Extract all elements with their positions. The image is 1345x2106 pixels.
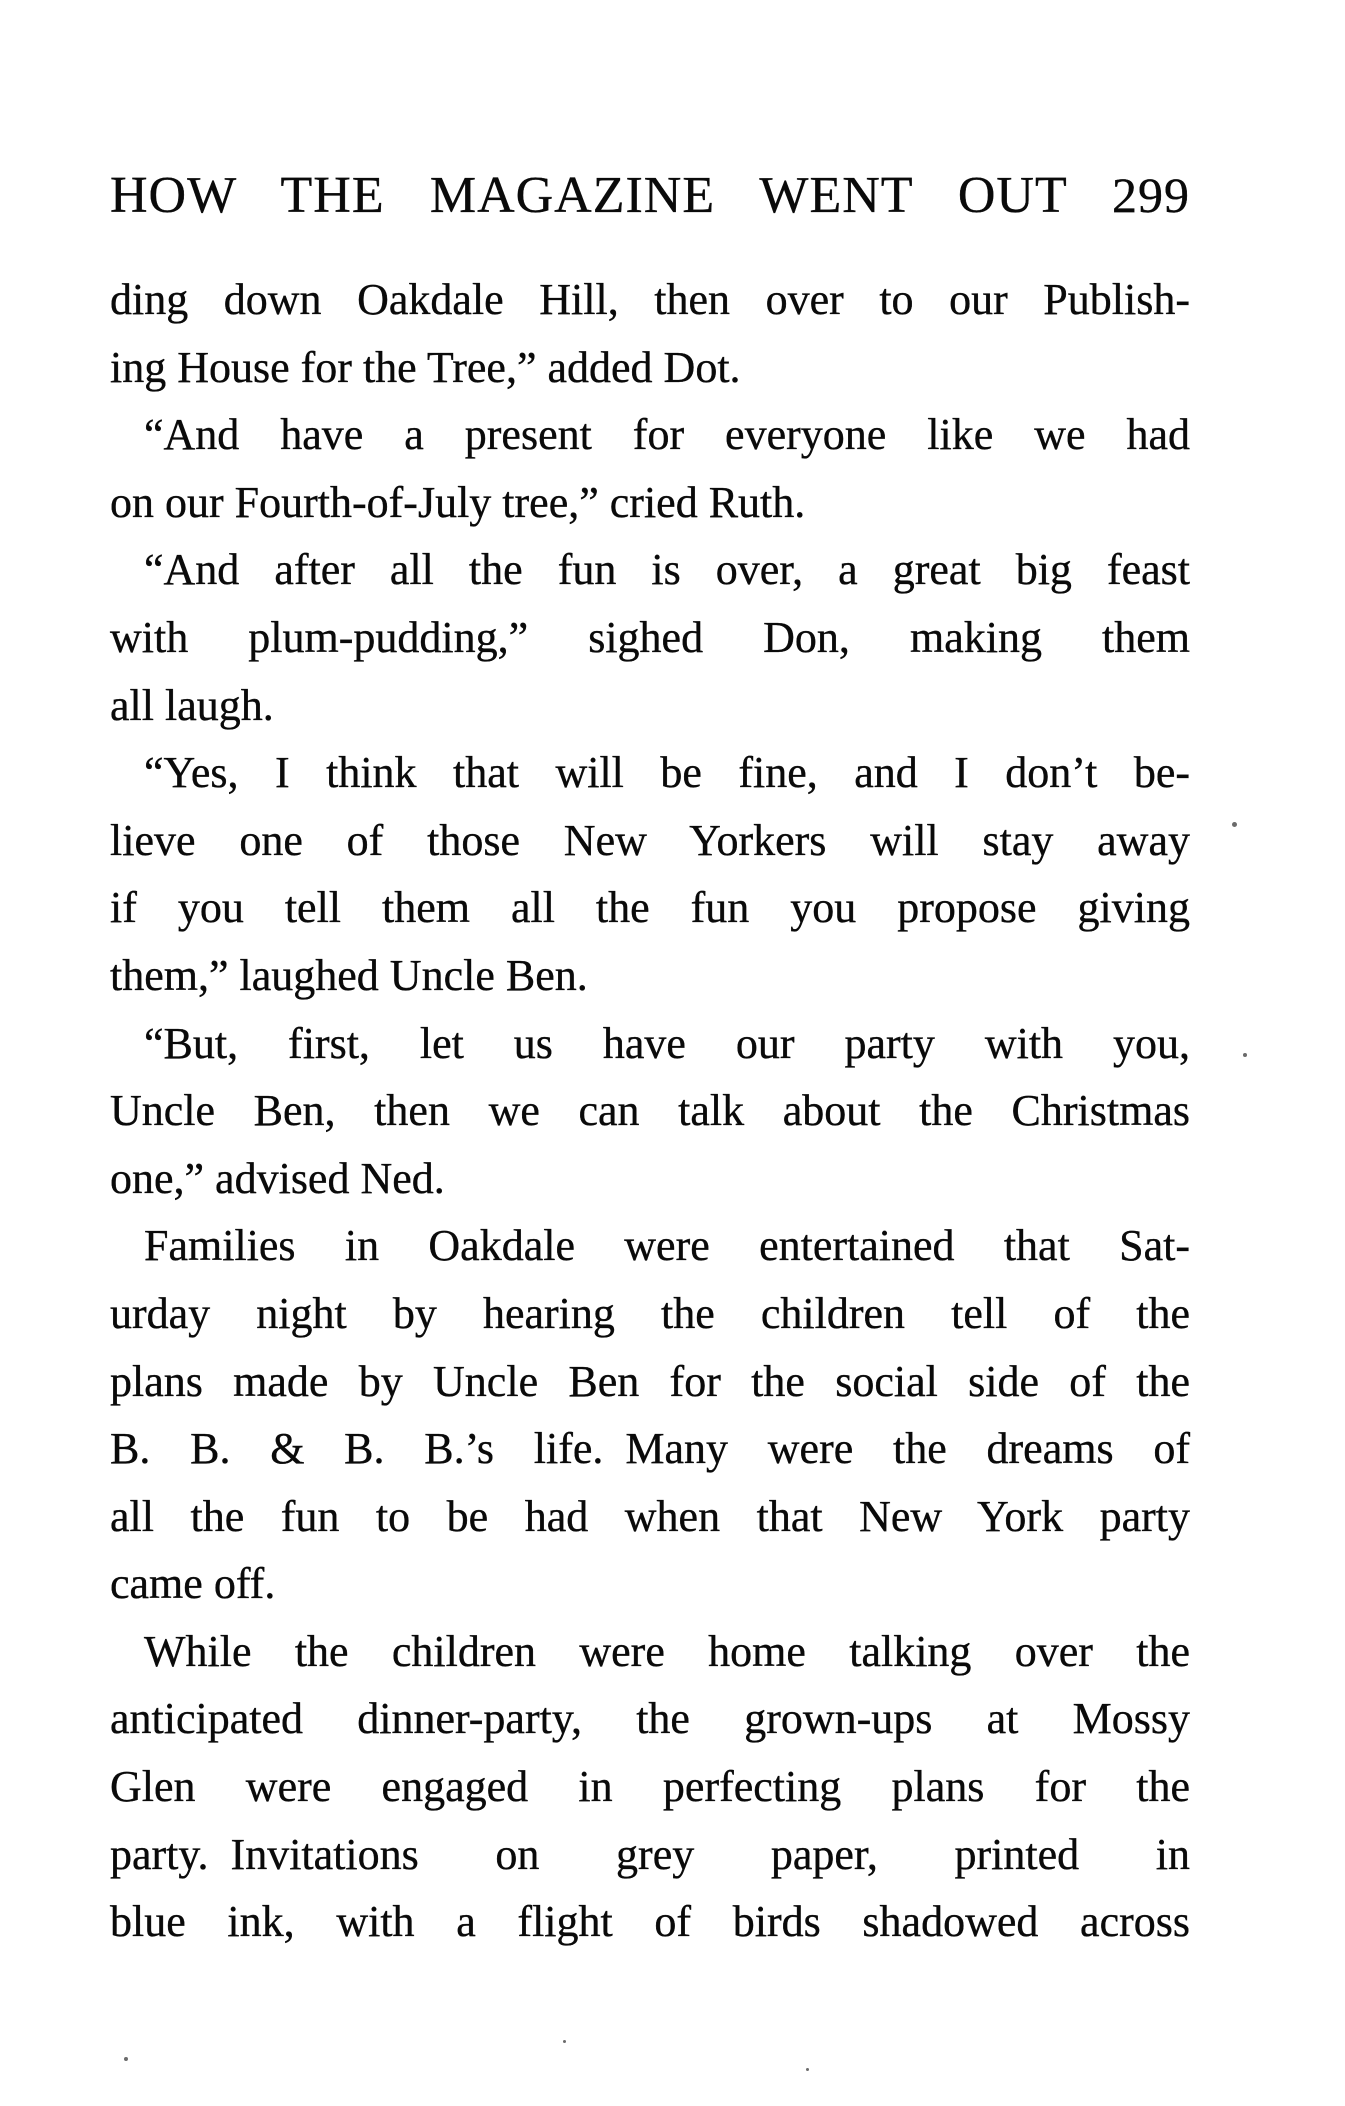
text-line: lieve one of those New Yorkers will stay away — [110, 815, 1190, 865]
text-line: plans made by Uncle Ben for the social side of the — [110, 1356, 1190, 1406]
text-line: Glen were engaged in perfecting plans for the — [110, 1762, 1190, 1812]
text-line: blue ink, with a flight of birds shadowed across — [110, 1897, 1190, 1947]
text-line: Uncle Ben, then we can talk about the Christmas — [110, 1086, 1190, 1136]
text-line: party. Invitations on grey paper, printed in — [110, 1829, 1190, 1879]
text-line: if you tell them all the fun you propose giving — [110, 883, 1190, 933]
text-line: all the fun to be had when that New York party — [110, 1491, 1190, 1541]
text-line: one,” advised Ned. — [110, 1153, 445, 1203]
scan-speck — [1232, 822, 1237, 827]
scan-speck — [124, 2057, 128, 2061]
text-line: on our Fourth-of-July tree,” cried Ruth. — [110, 477, 806, 527]
scan-speck — [563, 2040, 566, 2043]
scan-speck — [1243, 1053, 1247, 1057]
text-line: ding down Oakdale Hill, then over to our Publish- — [110, 275, 1190, 324]
text-line: anticipated dinner-party, the grown-ups at Mossy — [110, 1694, 1190, 1744]
text-line: “But, first, let us have our party with you, — [144, 1018, 1190, 1068]
text-line: While the children were home talking over the — [144, 1626, 1190, 1676]
text-line: urday night by hearing the children tell of the — [110, 1288, 1190, 1338]
text-line: them,” laughed Uncle Ben. — [110, 950, 588, 1000]
scan-speck — [806, 2068, 809, 2071]
text-line: with plum-pudding,” sighed Don, making them — [110, 612, 1190, 662]
page-title: HOW THE MAGAZINE WENT OUT — [110, 167, 1067, 224]
running-header — [110, 164, 1190, 227]
text-line: “And have a present for everyone like we had — [144, 410, 1190, 460]
text-line: B. B. & B. B.’s life. Many were the dreams of — [110, 1424, 1190, 1474]
text-line: ing House for the Tree,” added Dot. — [110, 342, 741, 392]
page-number: 299 — [1112, 167, 1191, 223]
text-line: Families in Oakdale were entertained that Sat- — [144, 1221, 1190, 1271]
text-line: “And after all the fun is over, a great big feast — [144, 545, 1190, 595]
text-line: “Yes, I think that will be fine, and I don’t be- — [144, 748, 1190, 798]
text-line: came off. — [110, 1559, 276, 1609]
page-text — [110, 266, 1190, 1956]
text-line: all laugh. — [110, 680, 274, 730]
